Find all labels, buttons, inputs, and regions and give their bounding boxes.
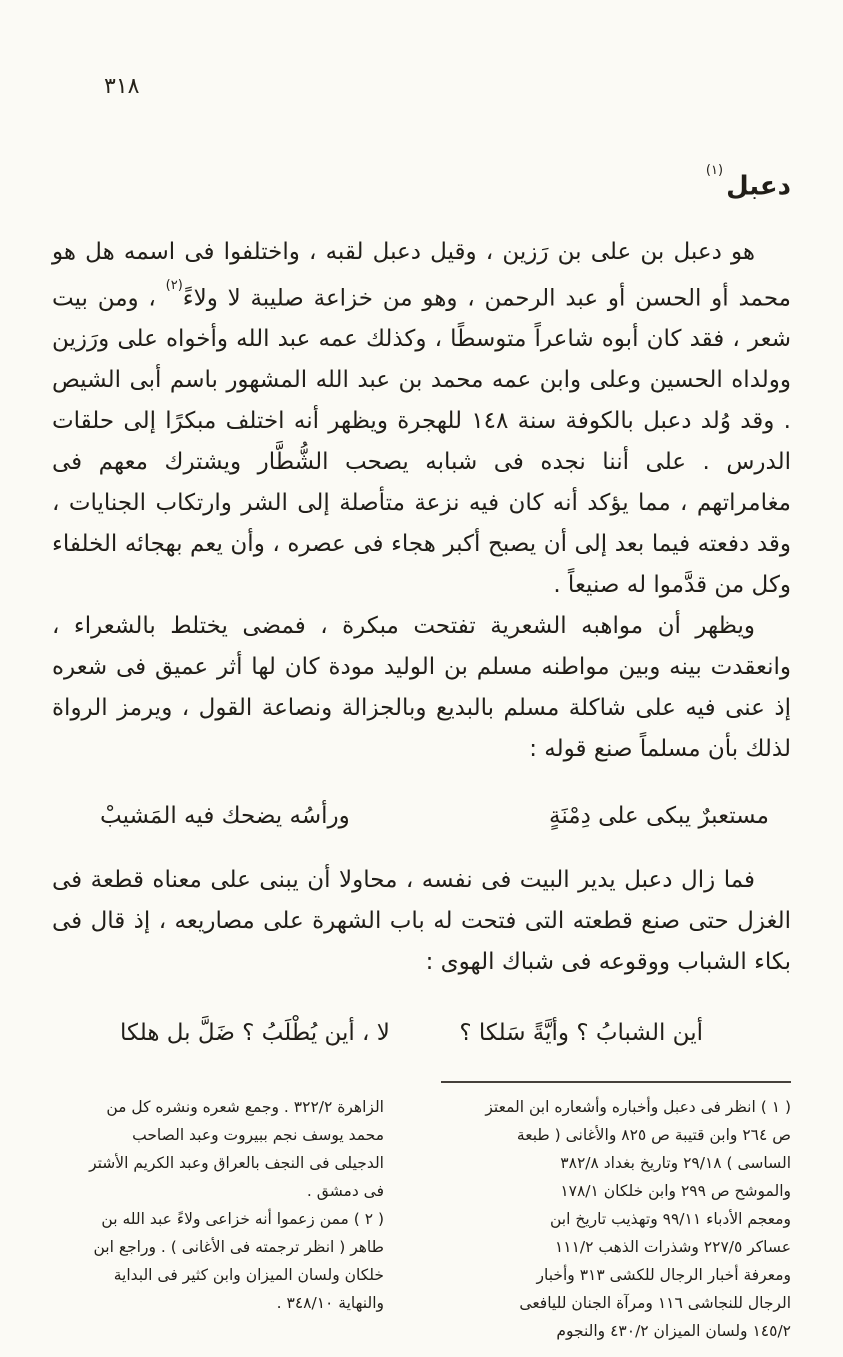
- footnote-line: الزاهرة ٣٢٢/٢ . وجمع شعره ونشره كل من: [106, 1098, 384, 1117]
- footnote-line: الساسى ) ٢٩/١٨ وتاريخ بغداد ٣٨٢/٨: [560, 1154, 791, 1173]
- footnote-line: ١٤٥/٢ ولسان الميزان ٤٣٠/٢ والنجوم: [556, 1322, 791, 1341]
- verse-2: [120, 1013, 703, 1053]
- footnote-line: ص ٢٦٤ وابن قتيبة ص ٨٢٥ والأغانى ( طبعة: [516, 1126, 791, 1145]
- verse-2-hemistich-right: أين الشبابُ ؟ وأيَّةً سَلكا ؟: [459, 1020, 703, 1047]
- footnotes-section: [52, 1081, 791, 1345]
- footnote-separator-rule: [441, 1081, 791, 1083]
- footnote-line: فى دمشق .: [306, 1182, 384, 1201]
- footnote-column-left: [52, 1093, 384, 1317]
- paragraph-1-text-cont: ، ومن بيت شعر ، فقد كان أبوه شاعراً متوسطًا ، وكذلك عمه عبد الله وأخواه على ورَزين وولداه الحسين وعلى وابن عمه محمد بن عبد الله المشهور باسم أبى الشيص . وقد وُلد دعبل بالكوفة سنة ١٤٨ للهجرة ويظهر أنه اختلف مبكرًا إلى حلقات الدرس . على أننا نجده فى شبابه يصحب الشُّطَّار ويشترك معهم فى مغامراتهم ، مما يؤكد أنه كان فيه نزعة متأصلة إلى الشر وارتكاب الجنايات ، وقد دفعته فيما بعد إلى أن يصبح أكبر هجاء فى عصره ، وأن يعم بهجائه الخلفاء وكل من قدَّموا له صنيعاً .: [52, 285, 791, 599]
- footnote-line: والموشح ص ٢٩٩ وابن خلكان ١٧٨/١: [560, 1182, 791, 1201]
- page-content: [0, 165, 843, 1345]
- footnote-line: ( ٢ ) ممن زعموا أنه خزاعى ولاءً عبد الله بن: [101, 1210, 384, 1229]
- verse-1: [100, 796, 769, 836]
- heading-footnote-ref: (١): [705, 163, 724, 178]
- footnote-line: طاهر ( انظر ترجمته فى الأغانى ) . وراجع ابن: [93, 1238, 384, 1257]
- section-heading-text: دعبل: [726, 171, 791, 202]
- footnote-line: خلكان ولسان الميزان وابن كثير فى البداية: [113, 1266, 384, 1285]
- footnote-line: محمد يوسف نجم ببيروت وعبد الصاحب: [132, 1126, 384, 1145]
- section-heading: [52, 165, 791, 204]
- footnote-line: ( ١ ) انظر فى دعبل وأخباره وأشعاره ابن المعتز: [485, 1098, 791, 1117]
- footnote-line: عساكر ٢٢٧/٥ وشذرات الذهب ١١١/٢: [554, 1238, 791, 1257]
- footnote-line: ومعجم الأدباء ٩٩/١١ وتهذيب تاريخ ابن: [549, 1210, 791, 1229]
- footnote-line: الدجيلى فى النجف بالعراق وعبد الكريم الأشتر: [89, 1154, 384, 1173]
- footnote-line: والنهاية ٣٤٨/١٠ .: [276, 1294, 384, 1313]
- footnote-ref-2: (٢): [165, 277, 183, 293]
- verse-1-hemistich-left: ورأسُه يضحك فيه المَشيبْ: [100, 803, 350, 830]
- footnote-line: ومعرفة أخبار الرجال للكشى ٣١٣ وأخبار: [536, 1266, 791, 1285]
- footnote-line: الرجال للنجاشى ١١٦ ومرآة الجنان لليافعى: [519, 1294, 791, 1313]
- paragraph-1-text: هو دعبل بن على بن رَزين ، وقيل دعبل لقبه ، واختلفوا فى اسمه هل هو محمد أو الحسن أو عبد الرحمن ، وهو من خزاعة صليبة لا ولاءً: [52, 238, 791, 312]
- paragraph-3: فما زال دعبل يدير البيت فى نفسه ، محاولا أن يبنى على معناه قطعة فى الغزل حتى صنع قطعته التى فتحت له باب الشهرة على مصاريعه ، إذ قال فى بكاء الشباب ووقوعه فى شباك الهوى :: [52, 867, 791, 976]
- footnote-column-right: [416, 1093, 791, 1345]
- verse-1-hemistich-right: مستعبرٌ يبكى على دِمْنَةٍ: [549, 803, 769, 830]
- verse-2-hemistich-left: لا ، أين يُطْلَبُ ؟ ضَلَّ بل هلكا: [120, 1020, 390, 1047]
- paragraph-2: ويظهر أن مواهبه الشعرية تفتحت مبكرة ، فمضى يختلط بالشعراء ، وانعقدت بينه وبين مواطنه مسلم بن الوليد مودة كان لها أثر عميق فى شعره إذ عنى فيه على شاكلة مسلم بالبديع وبالجزالة ونصاعة القول ، ويرمز الرواة لذلك بأن مسلماً صنع قوله :: [52, 613, 791, 763]
- paragraph-1: [52, 232, 791, 607]
- page-number: ٣١٨: [104, 74, 140, 99]
- footnote-columns: [52, 1093, 791, 1345]
